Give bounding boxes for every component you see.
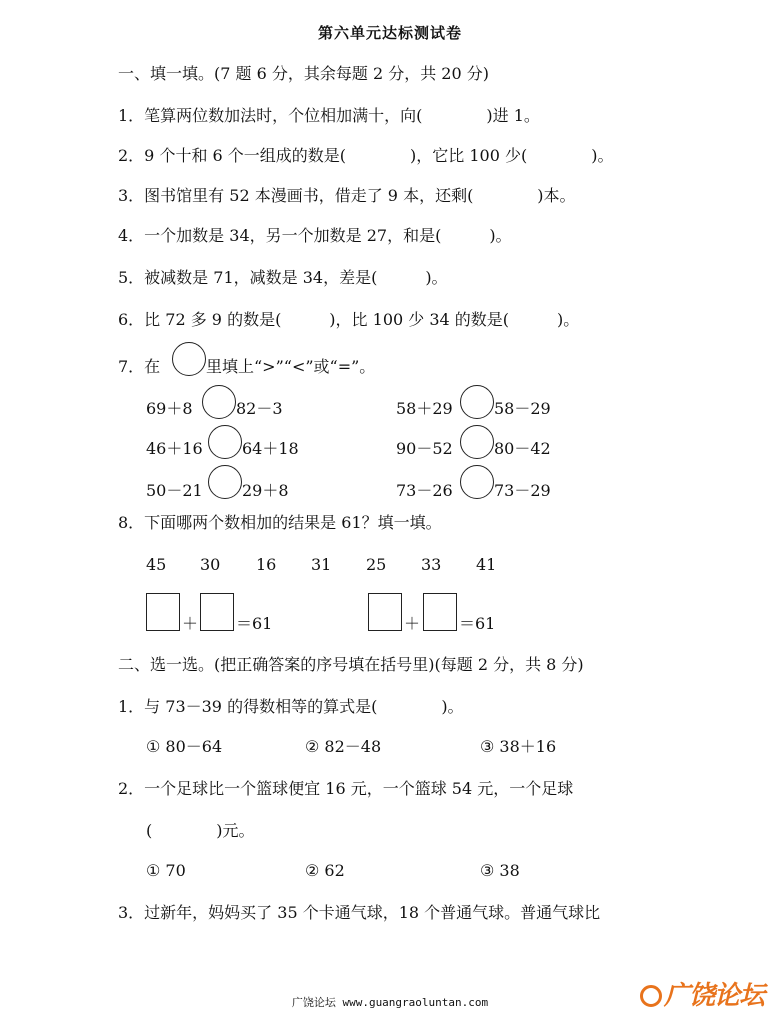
question-1-3: 3．图书馆里有 52 本漫画书，借走了 9 本，还剩( )本。 [118, 186, 576, 205]
number-option: 33 [421, 555, 442, 574]
question-1-2: 2．9 个十和 6 个一组成的数是( )，它比 100 少( )。 [118, 146, 614, 165]
compare-circle[interactable] [202, 385, 236, 419]
compare-right: 29＋8 [242, 481, 289, 500]
compare-right: 80－42 [494, 439, 551, 458]
choice-option[interactable]: ③ 38＋16 [480, 737, 557, 756]
compare-right: 82－3 [236, 399, 283, 418]
site-logo [640, 975, 764, 1012]
number-option: 25 [366, 555, 387, 574]
number-option: 31 [311, 555, 332, 574]
question-1-7-prefix: 7．在 [118, 357, 161, 376]
answer-box[interactable] [368, 593, 402, 631]
compare-circle-icon [172, 342, 206, 376]
compare-circle[interactable] [208, 425, 242, 459]
choice-option[interactable]: ① 80－64 [146, 737, 223, 756]
question-2-3-line1: 3．过新年，妈妈买了 35 个卡通气球，18 个普通气球。普通气球比 [118, 903, 601, 922]
question-2-2-line1: 2．一个足球比一个篮球便宜 16 元，一个篮球 54 元，一个足球 [118, 779, 574, 798]
compare-left: 69＋8 [146, 399, 193, 418]
question-1-4: 4．一个加数是 34，另一个加数是 27，和是( )。 [118, 226, 512, 245]
question-1-8: 8．下面哪两个数相加的结果是 61？填一填。 [118, 513, 442, 532]
compare-left: 73－26 [396, 481, 453, 500]
compare-circle[interactable] [460, 465, 494, 499]
number-option: 45 [146, 555, 167, 574]
answer-box[interactable] [146, 593, 180, 631]
answer-box[interactable] [423, 593, 457, 631]
number-option: 41 [476, 555, 497, 574]
choice-option[interactable]: ① 70 [146, 861, 186, 880]
number-option: 30 [200, 555, 221, 574]
question-1-5: 5．被减数是 71，减数是 34，差是( )。 [118, 268, 448, 287]
compare-circle[interactable] [208, 465, 242, 499]
compare-left: 46＋16 [146, 439, 203, 458]
choice-option[interactable]: ② 62 [305, 861, 345, 880]
footer-text: 广饶论坛 www.guangraoluntan.com [291, 996, 489, 1009]
compare-left: 50－21 [146, 481, 203, 500]
number-option: 16 [256, 555, 277, 574]
choice-option[interactable]: ③ 38 [480, 861, 520, 880]
question-1-6: 6．比 72 多 9 的数是( )，比 100 少 34 的数是( )。 [118, 310, 580, 329]
logo-text: 广饶论坛 [664, 981, 765, 1011]
compare-circle[interactable] [460, 425, 494, 459]
plus-sign: ＋ [182, 614, 199, 633]
compare-right: 64＋18 [242, 439, 299, 458]
section2-heading: 二、选一选。(把正确答案的序号填在括号里)(每题 2 分，共 8 分) [118, 655, 584, 674]
choice-option[interactable]: ② 82－48 [305, 737, 382, 756]
equals-61: ＝61 [459, 614, 496, 633]
section1-heading: 一、填一填。(7 题 6 分，其余每题 2 分，共 20 分) [118, 64, 489, 83]
question-2-1: 1．与 73－39 的得数相等的算式是( )。 [118, 697, 464, 716]
equals-61: ＝61 [236, 614, 273, 633]
compare-left: 90－52 [396, 439, 453, 458]
question-1-1: 1．笔算两位数加法时，个位相加满十，向( )进 1。 [118, 106, 540, 125]
plus-sign: ＋ [404, 614, 421, 633]
compare-left: 58＋29 [396, 399, 453, 418]
compare-circle[interactable] [460, 385, 494, 419]
compare-right: 73－29 [494, 481, 551, 500]
page-title: 第六单元达标测试卷 [317, 24, 462, 42]
compare-right: 58－29 [494, 399, 551, 418]
question-2-2-line2: ( )元。 [146, 821, 255, 840]
question-1-7-suffix: 里填上“>”“<”或“=”。 [206, 357, 376, 376]
answer-box[interactable] [200, 593, 234, 631]
logo-icon [640, 985, 662, 1007]
